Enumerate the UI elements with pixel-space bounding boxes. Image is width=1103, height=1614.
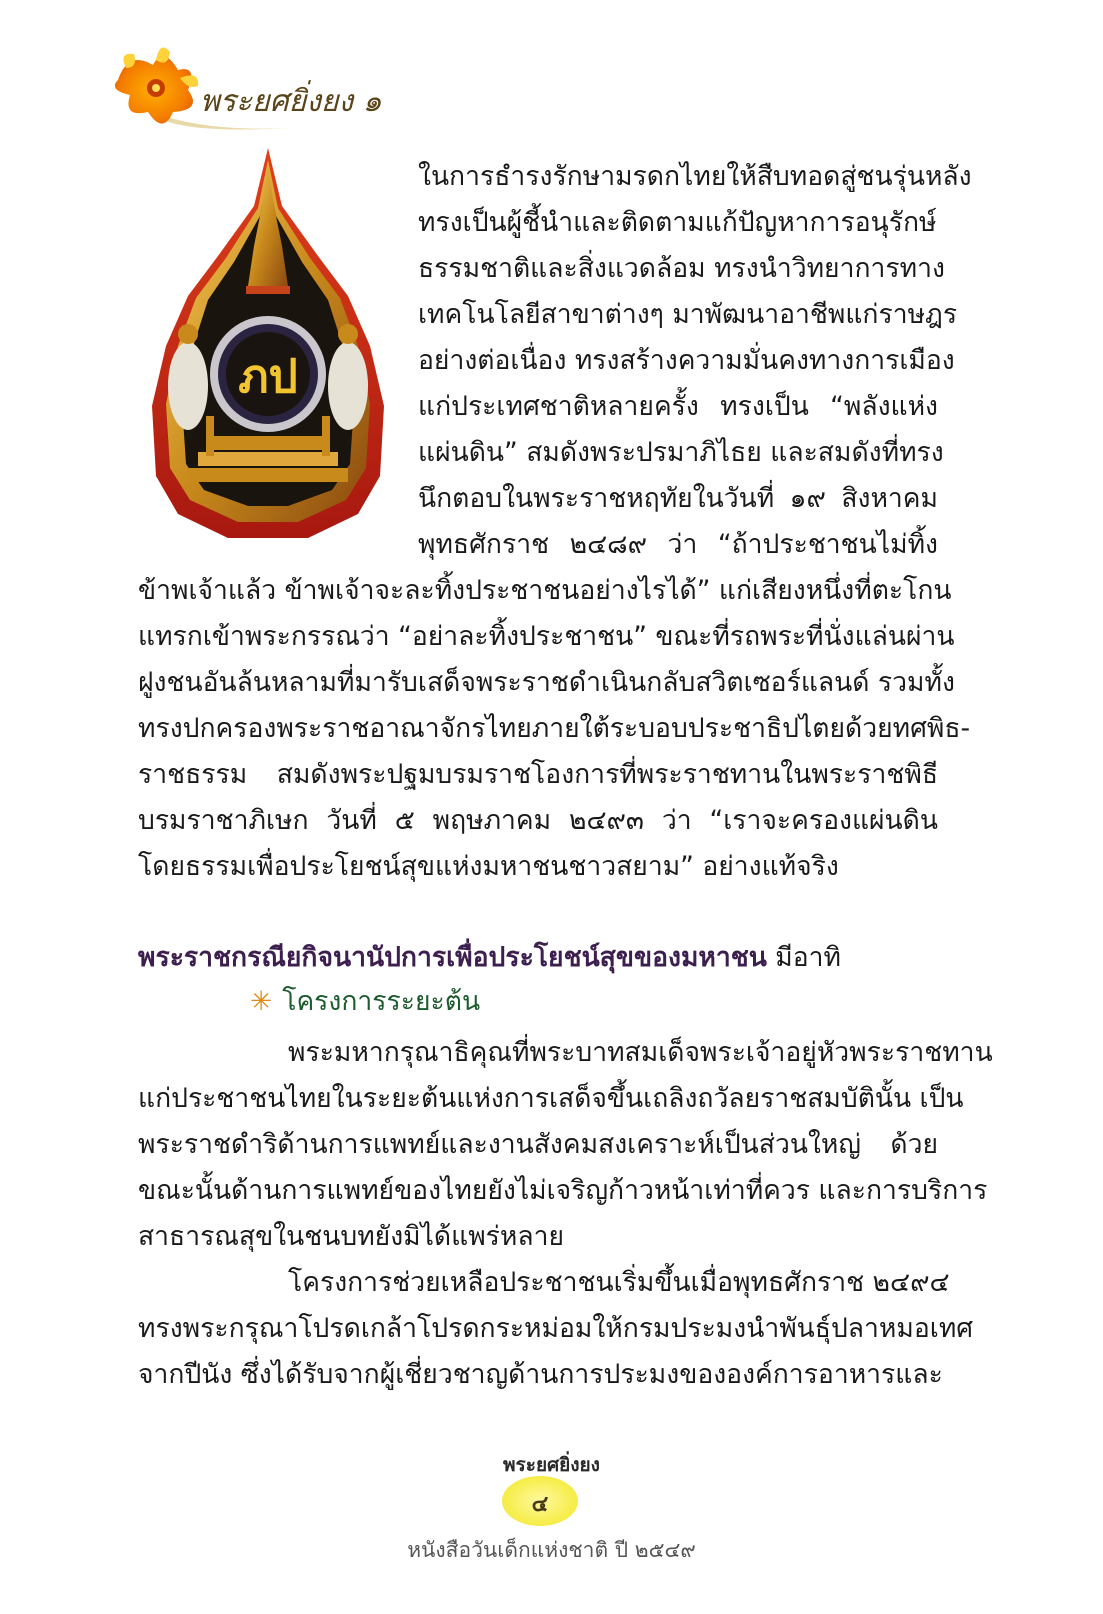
paragraph-line: โครงการช่วยเหลือประชาชนเริ่มขึ้นเมื่อพุทธศักราช ๒๔๙๔ [288, 1267, 950, 1298]
body-line: ทรงปกครองพระราชอาณาจักรไทยภายใต้ระบอบประชาธิปไตยด้วยทศพิธ- [138, 713, 971, 744]
paragraph-line: สาธารณสุขในชนบทยังมิได้แพร่หลาย [138, 1221, 565, 1252]
royal-emblem [148, 146, 388, 544]
body-line: ฝูงชนอันล้นหลามที่มารับเสด็จพระราชดำเนินกลับสวิตเซอร์แลนด์ รวมทั้ง [138, 667, 955, 698]
section-heading-suffix: มีอาทิ [766, 942, 842, 973]
intro-line: นึกตอบในพระราชหฤทัยในวันที่ ๑๙ สิงหาคม [418, 483, 938, 514]
body-line: โดยธรรมเพื่อประโยชน์สุขแห่งมหาชนชาวสยาม” อย่างแท้จริง [138, 851, 839, 882]
body-line: ข้าพเจ้าแล้ว ข้าพเจ้าจะละทิ้งประชาชนอย่างไรได้” แก่เสียงหนึ่งที่ตะโกน [138, 575, 952, 606]
section-heading [138, 938, 841, 978]
intro-line: แก่ประเทศชาติหลายครั้ง ทรงเป็น “พลังแห่ง [418, 391, 938, 422]
header-script-title: พระยศยิ่งยง ๑ [200, 84, 382, 119]
intro-line: พุทธศักราช ๒๔๘๙ ว่า “ถ้าประชาชนไม่ทิ้ง [418, 529, 938, 560]
asterisk-bullet-icon: ✳ [250, 986, 273, 1017]
paragraph-line: แก่ประชาชนไทยในระยะต้นแห่งการเสด็จขึ้นเถลิงถวัลยราชสมบัตินั้น เป็น [138, 1083, 964, 1114]
subheading [250, 982, 480, 1022]
intro-line: เทคโนโลยีสาขาต่างๆ มาพัฒนาอาชีพแก่ราษฎร [418, 299, 958, 330]
intro-line: ธรรมชาติและสิ่งแวดล้อม ทรงนำวิทยาการทาง [418, 253, 945, 284]
intro-line: ทรงเป็นผู้ชี้นำและติดตามแก้ปัญหาการอนุรักษ์ [418, 207, 937, 238]
body-line: บรมราชาภิเษก วันที่ ๕ พฤษภาคม ๒๔๙๓ ว่า “เราจะครองแผ่นดิน [138, 805, 938, 836]
paragraph-line: ทรงพระกรุณาโปรดเกล้าโปรดกระหม่อมให้กรมประมงนำพันธุ์ปลาหมอเทศ [138, 1313, 974, 1344]
intro-line: ในการธำรงรักษามรดกไทยให้สืบทอดสู่ชนรุ่นหลัง [418, 161, 972, 192]
body-line: ราชธรรม สมดังพระปฐมบรมราชโองการที่พระราชทานในพระราชพิธี [138, 759, 938, 790]
emblem-monogram: ภป [238, 349, 298, 403]
paragraph-line: จากปีนัง ซึ่งได้รับจากผู้เชี่ยวชาญด้านการประมงขององค์การอาหารและ [138, 1359, 943, 1390]
footer-title: พระยศยิ่งยง [503, 1454, 600, 1476]
section-heading-bold: พระราชกรณียกิจนานัปการเพื่อประโยชน์สุขของมหาชน [138, 942, 767, 973]
footer-book-title: หนังสือวันเด็กแห่งชาติ ปี ๒๕๔๙ [407, 1538, 696, 1562]
intro-line: อย่างต่อเนื่อง ทรงสร้างความมั่นคงทางการเมือง [418, 345, 955, 376]
body-line: แทรกเข้าพระกรรณว่า “อย่าละทิ้งประชาชน” ขณะที่รถพระที่นั่งแล่นผ่าน [138, 621, 955, 652]
intro-line: แผ่นดิน” สมดังพระปรมาภิไธย และสมดังที่ทรง [418, 437, 944, 468]
subheading-text: โครงการระยะต้น [282, 986, 481, 1017]
page-number: ๔ [531, 1492, 549, 1517]
paragraph-line: พระมหากรุณาธิคุณที่พระบาทสมเด็จพระเจ้าอยู่หัวพระราชทาน [288, 1037, 993, 1068]
paragraph-line: พระราชดำริด้านการแพทย์และงานสังคมสงเคราะห์เป็นส่วนใหญ่ ด้วย [138, 1129, 938, 1160]
paragraph-line: ขณะนั้นด้านการแพทย์ของไทยยังไม่เจริญก้าวหน้าเท่าที่ควร และการบริการ [138, 1175, 988, 1206]
